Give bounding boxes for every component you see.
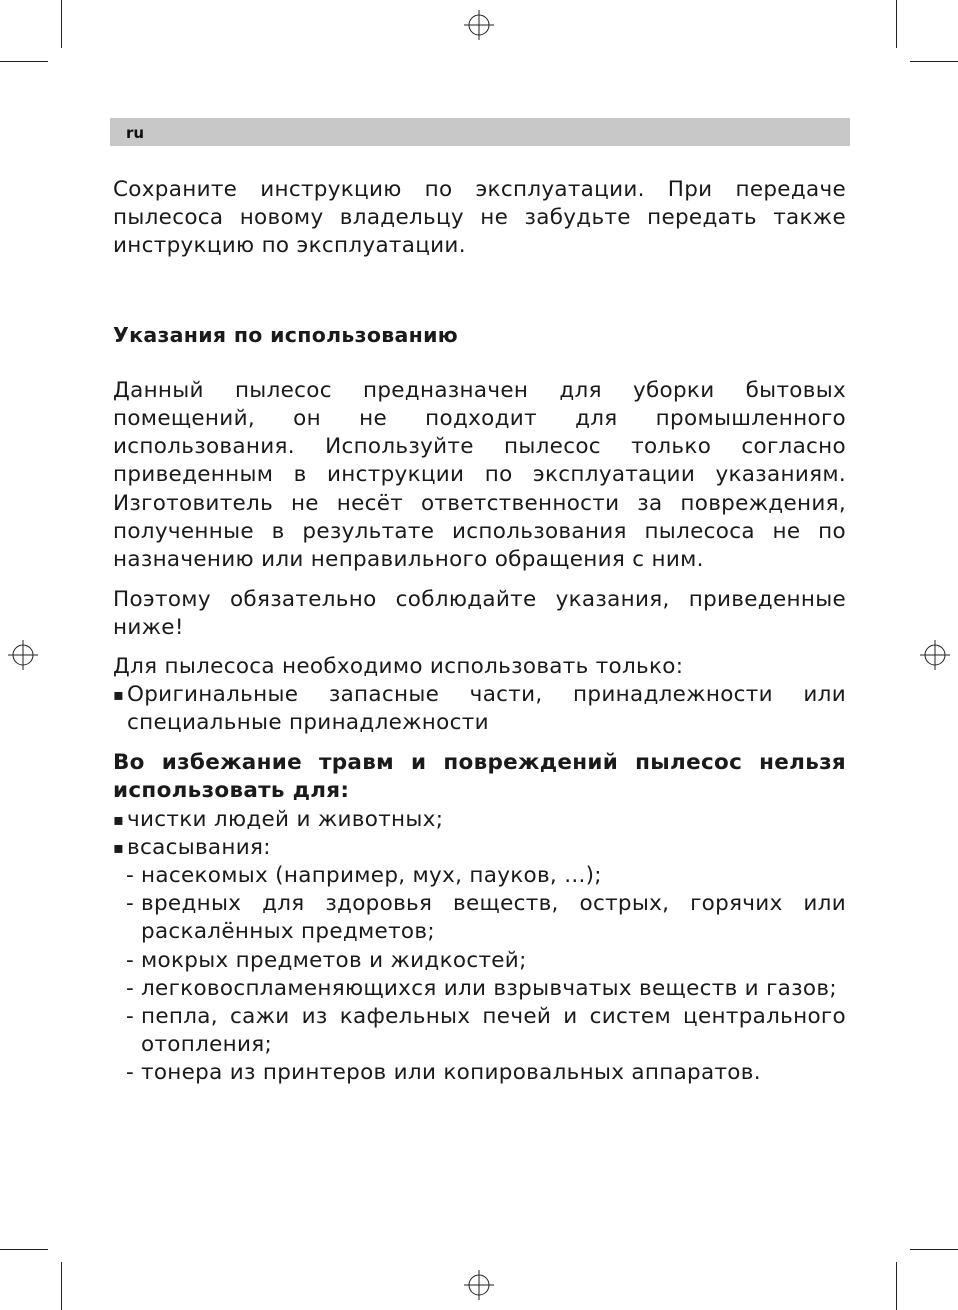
registration-mark-icon bbox=[920, 640, 950, 670]
notice-paragraph: Поэтому обязательно соблюдайте указания, приведенные ниже! bbox=[113, 587, 846, 641]
list-item: - мокрых предметов и жидкостей; bbox=[113, 947, 846, 975]
list-item: - вредных для здоровья веществ, острых, горячих или раскалённых предметов; bbox=[113, 890, 846, 946]
list-item: ▪ всасывания: bbox=[113, 834, 846, 862]
registration-mark-icon bbox=[464, 1270, 494, 1300]
list-item: - насекомых (например, мух, пауков, ...); bbox=[113, 862, 846, 890]
language-header-bar bbox=[110, 118, 850, 146]
usage-paragraph: Данный пылесос предназначен для уборки бытовых помещений, он не подходит для промышленного использования. Используйте пылесос только согласно приведенным в инструкции по эксплуатации указаниям. Изготовитель не несёт ответственности за повреждения, полученные в результате использования пылесоса не по назначению или неправильного обращения с ним. bbox=[113, 377, 846, 573]
crop-mark bbox=[896, 1262, 897, 1310]
language-code: ru bbox=[126, 124, 145, 142]
suction-list bbox=[113, 862, 846, 1088]
registration-mark-icon bbox=[8, 640, 38, 670]
prohibited-list bbox=[113, 806, 846, 862]
crop-mark bbox=[896, 0, 897, 48]
warning-title: Во избежание травм и повреждений пылесос нельзя использовать для: bbox=[113, 750, 846, 804]
parts-intro: Для пылесоса необходимо использовать только: bbox=[113, 653, 684, 679]
crop-mark bbox=[0, 61, 48, 62]
intro-paragraph: Сохраните инструкцию по эксплуатации. При передаче пылесоса новому владельцу не забудьте передать также инструкцию по эксплуатации. bbox=[113, 177, 846, 259]
parts-list bbox=[113, 681, 846, 737]
crop-mark bbox=[0, 1249, 48, 1250]
list-item: - тонера из принтеров или копировальных аппаратов. bbox=[113, 1059, 846, 1087]
list-item: ▪ чистки людей и животных; bbox=[113, 806, 846, 834]
document-body bbox=[113, 176, 846, 1088]
list-item: - легковоспламеняющихся или взрывчатых веществ и газов; bbox=[113, 975, 846, 1003]
section-title: Указания по использованию bbox=[113, 322, 459, 347]
crop-mark bbox=[61, 1262, 62, 1310]
list-item: - пепла, сажи из кафельных печей и систем центрального отопления; bbox=[113, 1003, 846, 1059]
crop-mark bbox=[910, 1249, 958, 1250]
registration-mark-icon bbox=[464, 10, 494, 40]
crop-mark bbox=[61, 0, 62, 48]
crop-mark bbox=[910, 61, 958, 62]
list-item: ▪ Оригинальные запасные части, принадлежности или специальные принадлежности bbox=[113, 681, 846, 737]
